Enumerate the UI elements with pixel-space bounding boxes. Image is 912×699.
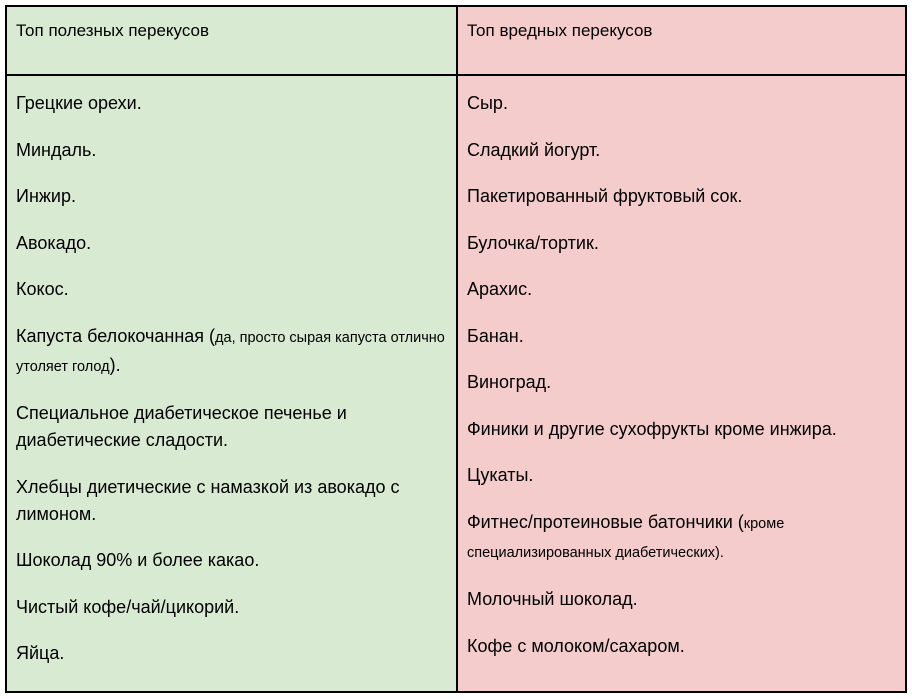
healthy-item-text: Грецкие орехи. xyxy=(16,93,142,113)
harmful-item-text: Арахис. xyxy=(467,279,533,299)
harmful-list xyxy=(458,76,905,660)
healthy-item-suffix: ). xyxy=(109,354,121,375)
healthy-item xyxy=(16,276,448,303)
healthy-item xyxy=(16,474,448,528)
healthy-item-text: Авокадо. xyxy=(16,232,92,253)
healthy-item xyxy=(16,323,448,381)
snack-comparison-table xyxy=(5,5,907,693)
healthy-column xyxy=(7,76,458,691)
healthy-item-text: Хлебцы диетические с намазкой из авокадо с лимоном. xyxy=(16,476,400,524)
harmful-item xyxy=(467,183,897,210)
harmful-item-text: Виноград. xyxy=(467,372,552,392)
healthy-item-note: да, просто сырая капуста отлично утоляет голод xyxy=(16,329,445,375)
healthy-item xyxy=(16,90,448,117)
harmful-item xyxy=(467,509,897,567)
healthy-item-text: Чистый кофе/чай/цикорий. xyxy=(16,596,240,617)
harmful-item-text: Банан. xyxy=(467,325,524,346)
healthy-item-text: Кокос. xyxy=(16,279,69,299)
harmful-item-text: Цукаты. xyxy=(467,465,534,485)
harmful-item-text: Булочка/тортик. xyxy=(467,232,599,253)
harmful-item xyxy=(467,633,897,660)
healthy-item xyxy=(16,547,448,574)
healthy-item xyxy=(16,137,448,164)
harmful-item-note: кроме специализированных диабетических). xyxy=(467,515,785,561)
healthy-item-text: Специальное диабетическое печенье и диабетические сладости. xyxy=(16,403,347,450)
harmful-item xyxy=(467,90,897,117)
healthy-header xyxy=(7,7,458,76)
healthy-item xyxy=(16,640,448,667)
harmful-item-text: Сладкий йогурт. xyxy=(467,139,601,160)
healthy-item xyxy=(16,230,448,257)
harmful-item xyxy=(467,276,897,303)
healthy-item-text: Капуста белокочанная ( xyxy=(16,325,216,346)
harmful-item-text: Фитнес/протеиновые батончики ( xyxy=(467,511,744,532)
harmful-title: Топ вредных перекусов xyxy=(467,21,653,40)
healthy-item-text: Инжир. xyxy=(16,186,76,206)
harmful-item xyxy=(467,586,897,613)
healthy-item xyxy=(16,183,448,210)
harmful-item xyxy=(467,323,897,350)
harmful-item-text: Сыр. xyxy=(467,93,508,113)
healthy-list xyxy=(7,76,456,667)
harmful-item xyxy=(467,369,897,396)
harmful-item xyxy=(467,137,897,164)
harmful-header xyxy=(458,7,905,76)
harmful-item-text: Кофе с молоком/сахаром. xyxy=(467,635,685,656)
harmful-item xyxy=(467,230,897,257)
harmful-item xyxy=(467,462,897,489)
healthy-item-text: Яйца. xyxy=(16,643,65,663)
healthy-title: Топ полезных перекусов xyxy=(16,21,210,40)
harmful-item-text: Финики и другие сухофрукты кроме инжира. xyxy=(467,418,837,439)
harmful-item-text: Пакетированный фруктовый сок. xyxy=(467,186,743,206)
healthy-item-text: Миндаль. xyxy=(16,139,97,160)
healthy-item-text: Шоколад 90% и более какао. xyxy=(16,550,260,570)
healthy-item xyxy=(16,400,448,454)
harmful-item xyxy=(467,416,897,443)
harmful-column xyxy=(458,76,905,691)
harmful-item-text: Молочный шоколад. xyxy=(467,589,638,609)
healthy-item xyxy=(16,594,448,621)
